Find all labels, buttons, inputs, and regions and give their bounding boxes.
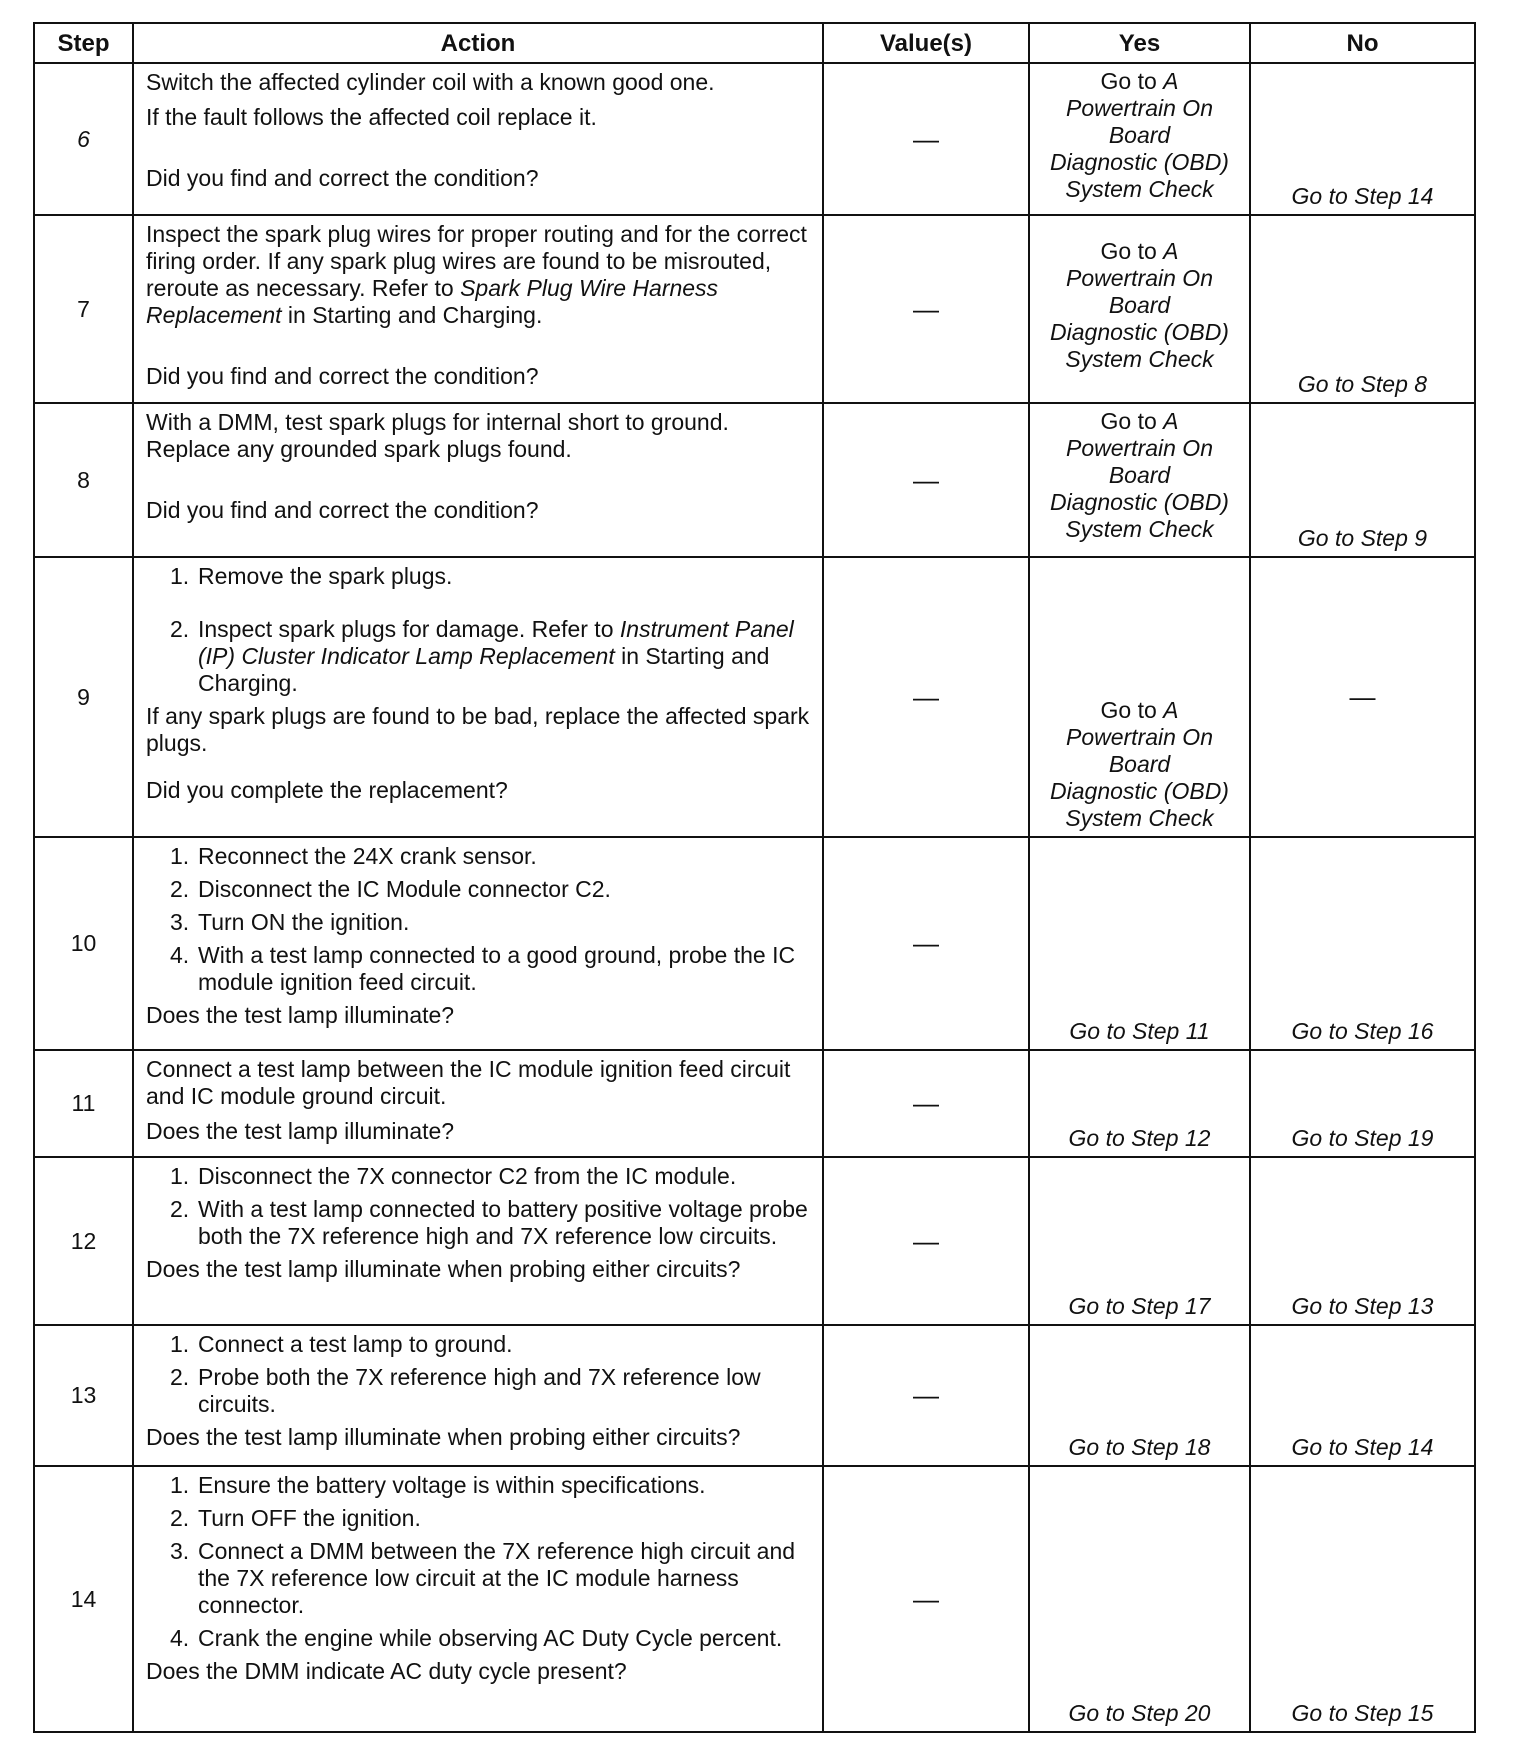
no-goto: Go to Step 14: [1291, 183, 1434, 209]
step-number: 7: [34, 215, 133, 403]
table-row: [34, 1325, 1475, 1466]
table-row: [34, 837, 1475, 1050]
no-goto: Go to Step 9: [1297, 525, 1428, 551]
action-cell: [133, 1050, 823, 1157]
list-item: 2. Turn OFF the ignition.: [170, 1505, 421, 1531]
yes-obd-check: Go to A Powertrain On Board Diagnostic (OBD) System Check: [1050, 697, 1229, 831]
table-row: [34, 215, 1475, 403]
yes-obd-check: Go to A Powertrain On Board Diagnostic (OBD) System Check: [1050, 68, 1229, 202]
value-cell: —: [823, 1157, 1029, 1325]
no-cell: [1250, 215, 1475, 403]
header-values: Value(s): [823, 23, 1029, 63]
action-steps: [146, 1472, 810, 1652]
action-question: Does the DMM indicate AC duty cycle present?: [146, 1658, 627, 1684]
action-steps: [146, 563, 810, 590]
list-item: 3. Connect a DMM between the 7X reference high circuit and the 7X reference low circuit at the IC module harness connector.: [170, 1538, 796, 1618]
no-cell: [1250, 1325, 1475, 1466]
yes-cell: [1029, 557, 1250, 837]
table-row: [34, 63, 1475, 215]
action-steps: [146, 843, 810, 996]
value-cell: —: [823, 837, 1029, 1050]
action-question: Did you find and correct the condition?: [146, 165, 539, 191]
no-goto: Go to Step 15: [1291, 1700, 1434, 1726]
no-cell: [1250, 403, 1475, 557]
yes-obd-check: Go to A Powertrain On Board Diagnostic (OBD) System Check: [1050, 238, 1229, 372]
yes-cell: [1029, 1466, 1250, 1732]
action-question: Did you find and correct the condition?: [146, 497, 539, 523]
no-goto: Go to Step 14: [1291, 1434, 1434, 1460]
action-text: Inspect the spark plug wires for proper routing and for the correct firing order. If any spark plug wires are found to be misrouted, reroute as necessary. Refer to Spark Plug Wire Harness Replacement in Starting and Charging.: [146, 221, 807, 328]
list-item: 4. Crank the engine while observing AC Duty Cycle percent.: [170, 1625, 783, 1651]
table-row: [34, 403, 1475, 557]
action-cell: [133, 63, 823, 215]
value-cell: —: [823, 63, 1029, 215]
value-cell: —: [823, 1050, 1029, 1157]
table-row: [34, 557, 1475, 837]
no-cell: [1250, 1050, 1475, 1157]
list-item: 1. Remove the spark plugs.: [170, 563, 453, 589]
list-item: 1. Ensure the battery voltage is within specifications.: [170, 1472, 706, 1498]
action-question: Does the test lamp illuminate?: [146, 1002, 455, 1028]
action-text: If the fault follows the affected coil replace it.: [146, 104, 597, 130]
yes-cell: [1029, 215, 1250, 403]
list-item: 3. Turn ON the ignition.: [170, 909, 410, 935]
value-cell: —: [823, 215, 1029, 403]
step-number: 14: [34, 1466, 133, 1732]
header-step: Step: [34, 23, 133, 63]
value-cell: —: [823, 1466, 1029, 1732]
step-number: 13: [34, 1325, 133, 1466]
action-cell: [133, 557, 823, 837]
no-goto: Go to Step 19: [1291, 1125, 1434, 1151]
no-cell: [1250, 1157, 1475, 1325]
action-steps: [146, 1331, 810, 1418]
no-goto: Go to Step 16: [1291, 1018, 1434, 1044]
yes-goto: Go to Step 11: [1069, 1018, 1210, 1044]
yes-goto: Go to Step 18: [1068, 1434, 1211, 1460]
no-goto: Go to Step 8: [1297, 371, 1428, 397]
table-row: [34, 1050, 1475, 1157]
action-cell: [133, 1325, 823, 1466]
header-row: [34, 23, 1475, 63]
list-item: 2. Disconnect the IC Module connector C2.: [170, 876, 611, 902]
no-goto: Go to Step 13: [1291, 1293, 1434, 1319]
list-item: 1. Reconnect the 24X crank sensor.: [170, 843, 537, 869]
step-number: 9: [34, 557, 133, 837]
action-steps: [146, 1163, 810, 1250]
no-cell: [1250, 557, 1475, 837]
list-item: 2. Inspect spark plugs for damage. Refer to Instrument Panel (IP) Cluster Indicator Lamp Replacement in Starting and Charging.: [170, 616, 794, 696]
action-question: Does the test lamp illuminate when probing either circuits?: [146, 1256, 741, 1282]
action-cell: [133, 837, 823, 1050]
no-dash: —: [1349, 681, 1376, 712]
no-cell: [1250, 837, 1475, 1050]
step-number: 10: [34, 837, 133, 1050]
header-no: No: [1250, 23, 1475, 63]
step-number: 12: [34, 1157, 133, 1325]
action-cell: [133, 1466, 823, 1732]
no-cell: [1250, 1466, 1475, 1732]
action-text: Switch the affected cylinder coil with a known good one.: [146, 69, 715, 95]
action-question: Does the test lamp illuminate when probing either circuits?: [146, 1424, 741, 1450]
header-yes: Yes: [1029, 23, 1250, 63]
yes-cell: [1029, 1050, 1250, 1157]
diagnostic-table: [33, 22, 1476, 1733]
value-cell: —: [823, 403, 1029, 557]
action-question: Did you complete the replacement?: [146, 777, 508, 803]
no-cell: [1250, 63, 1475, 215]
list-item: 1. Disconnect the 7X connector C2 from the IC module.: [170, 1163, 737, 1189]
yes-cell: [1029, 1325, 1250, 1466]
value-cell: —: [823, 1325, 1029, 1466]
action-question: Does the test lamp illuminate?: [146, 1118, 455, 1144]
header-action: Action: [133, 23, 823, 63]
step-number: 11: [34, 1050, 133, 1157]
step-number: 8: [34, 403, 133, 557]
list-item: 1. Connect a test lamp to ground.: [170, 1331, 513, 1357]
yes-goto: Go to Step 20: [1068, 1700, 1211, 1726]
action-cell: [133, 1157, 823, 1325]
list-item: 2. With a test lamp connected to battery positive voltage probe both the 7X reference high and 7X reference low circuits.: [170, 1196, 808, 1249]
step-number: 6: [34, 63, 133, 215]
table-row: [34, 1157, 1475, 1325]
list-item: 4. With a test lamp connected to a good ground, probe the IC module ignition feed circuit.: [170, 942, 796, 995]
yes-cell: [1029, 63, 1250, 215]
action-cell: [133, 403, 823, 557]
yes-cell: [1029, 403, 1250, 557]
yes-cell: [1029, 1157, 1250, 1325]
action-text: Connect a test lamp between the IC module ignition feed circuit and IC module ground circuit.: [146, 1056, 791, 1109]
action-cell: [133, 215, 823, 403]
action-steps: [146, 616, 810, 697]
yes-goto: Go to Step 17: [1068, 1293, 1211, 1319]
yes-obd-check: Go to A Powertrain On Board Diagnostic (OBD) System Check: [1050, 408, 1229, 542]
action-text: With a DMM, test spark plugs for internal short to ground. Replace any grounded spark plugs found.: [146, 409, 729, 462]
action-text: If any spark plugs are found to be bad, replace the affected spark plugs.: [146, 703, 810, 756]
table-row: [34, 1466, 1475, 1732]
value-cell: —: [823, 557, 1029, 837]
yes-goto: Go to Step 12: [1068, 1125, 1211, 1151]
list-item: 2. Probe both the 7X reference high and 7X reference low circuits.: [170, 1364, 761, 1417]
yes-cell: [1029, 837, 1250, 1050]
action-question: Did you find and correct the condition?: [146, 363, 539, 389]
